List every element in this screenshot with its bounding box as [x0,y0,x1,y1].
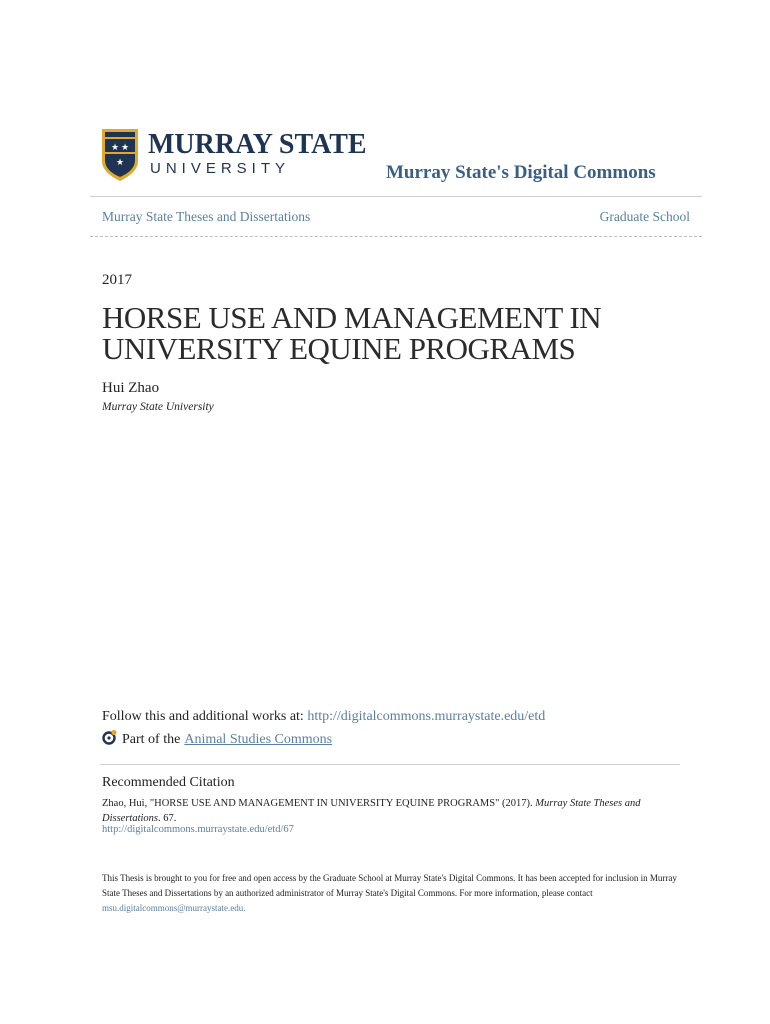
citation-heading: Recommended Citation [102,775,235,790]
header-divider [90,196,702,197]
repository-title[interactable]: Murray State's Digital Commons [386,162,656,183]
contact-email-link[interactable]: msu.digitalcommons@murraystate.edu. [102,903,246,913]
citation-suffix: . 67. [158,813,177,824]
breadcrumb-department-link[interactable]: Graduate School [599,209,690,224]
svg-text:★: ★ [121,143,130,153]
breadcrumb-divider [90,236,702,237]
citation-text [102,796,662,826]
part-of-line [102,732,332,748]
network-commons-icon [102,729,118,745]
author-name: Hui Zhao [102,380,160,396]
follow-prefix: Follow this and additional works at: [102,709,304,724]
citation-url-link[interactable]: http://digitalcommons.murraystate.edu/etd/67 [102,824,294,835]
follow-url-link[interactable]: http://digitalcommons.murraystate.edu/etd [307,709,546,724]
part-prefix: Part of the [122,732,181,747]
citation-divider [100,764,680,765]
logo-wordmark-line2: UNIVERSITY [150,160,291,177]
svg-text:★: ★ [116,158,125,168]
university-shield-icon [100,127,390,183]
document-title: HORSE USE AND MANAGEMENT IN UNIVERSITY EQUINE PROGRAMS [102,300,602,366]
citation-series: Murray State Theses and Dissertations [102,798,641,824]
breadcrumb-collection-link[interactable]: Murray State Theses and Dissertations [102,209,311,224]
logo-wordmark-line1: MURRAY STATE [148,129,367,160]
publication-year: 2017 [102,272,132,288]
citation-prefix: Zhao, Hui, "HORSE USE AND MANAGEMENT IN UNIVERSITY EQUINE PROGRAMS" (2017). [102,798,536,809]
svg-text:★: ★ [111,143,120,153]
animal-studies-commons-link[interactable]: Animal Studies Commons [184,732,333,747]
access-notice [102,871,682,916]
follow-line [102,709,545,725]
notice-text: This Thesis is brought to you for free and open access by the Graduate School at Murray State's Digital Commons. It has been accepted for inclusion in Murray State Theses and Dissertations by an authorized administrator of Murray State's Digital Commons. For more information, please contact [102,873,677,898]
university-logo[interactable] [100,127,390,183]
author-affiliation: Murray State University [102,401,214,413]
